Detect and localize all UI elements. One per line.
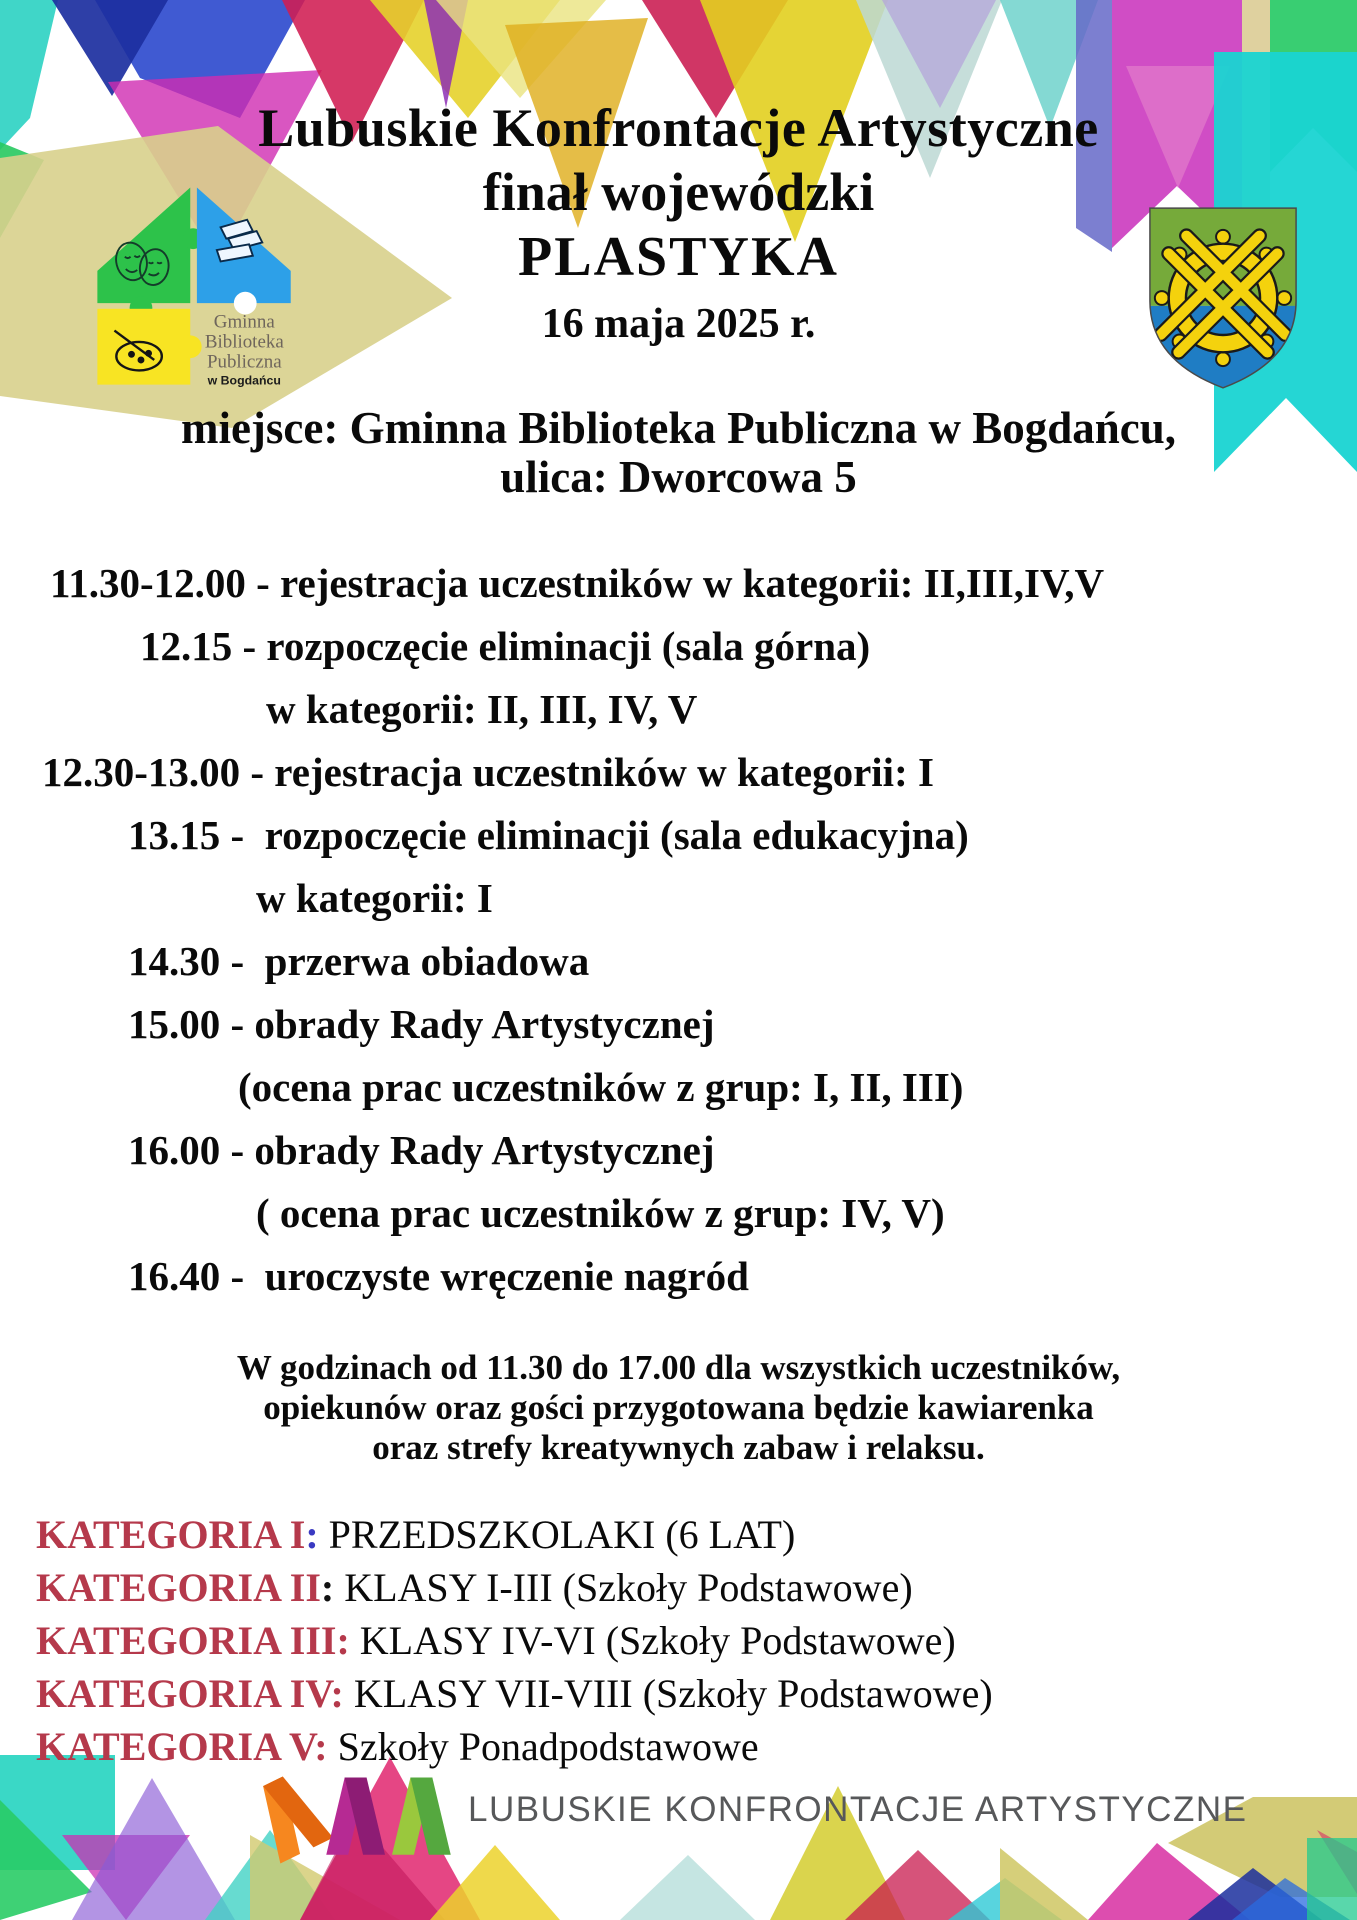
lka-logo-a-glyph <box>392 1778 451 1855</box>
category-label: KATEGORIA II <box>36 1565 321 1610</box>
category-colon: : <box>305 1512 319 1557</box>
lka-logo-text: LUBUSKIE KONFRONTACJE ARTYSTYCZNE <box>468 1790 1248 1829</box>
category-colon: : <box>320 1565 335 1610</box>
category-description: PRZEDSZKOLAKI (6 LAT) <box>318 1512 796 1557</box>
schedule-item: 15.00 - obrady Rady Artystycznej <box>128 1001 715 1047</box>
category-list <box>36 1508 993 1773</box>
schedule-item: 11.30-12.00 - rejestracja uczestników w kategorii: II,III,IV,V <box>50 560 1105 606</box>
category-item <box>36 1508 993 1561</box>
schedule-item: w kategorii: II, III, IV, V <box>266 686 698 732</box>
event-date: 16 maja 2025 r. <box>541 301 816 347</box>
info-block <box>0 1348 1357 1468</box>
schedule-item: 12.15 - rozpoczęcie eliminacji (sala górna) <box>140 623 871 669</box>
info-line2: opiekunów oraz gości przygotowana będzie kawiarenka <box>263 1388 1094 1427</box>
library-name-line3: Publiczna <box>206 351 282 373</box>
lka-logo <box>250 1762 456 1872</box>
schedule-item: ( ocena prac uczestników z grup: IV, V) <box>256 1190 945 1236</box>
library-logo-yellow-piece <box>97 309 190 385</box>
category-colon: : <box>314 1724 328 1769</box>
lka-logo-l-glyph <box>250 1768 333 1863</box>
location-line2: ulica: Dworcowa 5 <box>500 452 857 502</box>
schedule-item: 12.30-13.00 - rejestracja uczestników w kategorii: I <box>42 749 934 795</box>
library-name-line4: w Bogdańcu <box>207 373 281 388</box>
bogdaniec-coat-of-arms <box>1144 204 1302 392</box>
info-line3: oraz strefy kreatywnych zabaw i relaksu. <box>372 1428 985 1467</box>
location-block <box>0 404 1357 502</box>
category-colon: : <box>336 1618 350 1663</box>
schedule-item: 16.40 - uroczyste wręczenie nagród <box>128 1253 749 1299</box>
schedule-item: 16.00 - obrady Rady Artystycznej <box>128 1127 715 1173</box>
library-logo <box>86 182 304 392</box>
info-line1: W godzinach od 11.30 do 17.00 dla wszystkich uczestników, <box>236 1348 1121 1387</box>
category-description: KLASY IV-VI (Szkoły Podstawowe) <box>349 1618 956 1663</box>
discipline-title: PLASTYKA <box>518 226 839 288</box>
category-item <box>36 1561 993 1614</box>
category-description: KLASY I-III (Szkoły Podstawowe) <box>334 1565 913 1610</box>
library-name-line1: Gminna <box>213 311 275 333</box>
category-label: KATEGORIA IV <box>36 1671 331 1716</box>
category-label: KATEGORIA III <box>36 1618 337 1663</box>
category-item <box>36 1667 993 1720</box>
category-description: KLASY VII-VIII (Szkoły Podstawowe) <box>343 1671 993 1716</box>
schedule-item: w kategorii: I <box>256 875 493 921</box>
page-subtitle: finał wojewódzki <box>482 162 875 222</box>
schedule-item: 13.15 - rozpoczęcie eliminacji (sala edukacyjna) <box>128 812 969 858</box>
category-item <box>36 1614 993 1667</box>
category-label: KATEGORIA V <box>36 1724 315 1769</box>
library-name-line2: Biblioteka <box>204 331 284 353</box>
location-line1: miejsce: Gminna Biblioteka Publiczna w Bogdańcu, <box>180 403 1177 453</box>
lka-logo-k-glyph <box>326 1778 385 1855</box>
category-description: Szkoły Ponadpodstawowe <box>327 1724 759 1769</box>
category-colon: : <box>330 1671 344 1716</box>
library-logo-green-piece <box>97 187 190 303</box>
schedule-item: 14.30 - przerwa obiadowa <box>128 938 590 984</box>
category-label: KATEGORIA I <box>36 1512 306 1557</box>
page-title: Lubuskie Konfrontacje Artystyczne <box>258 98 1099 158</box>
schedule-item: (ocena prac uczestników z grup: I, II, III) <box>238 1064 964 1110</box>
category-item <box>36 1720 993 1773</box>
schedule-list <box>0 552 1357 1308</box>
